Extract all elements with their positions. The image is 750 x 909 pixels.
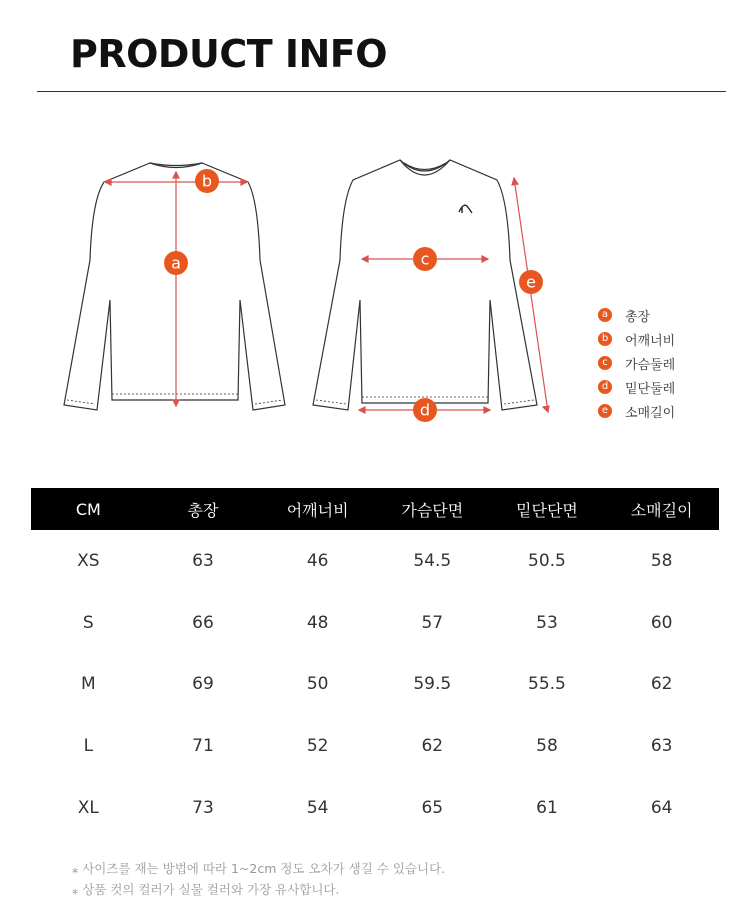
legend-item-d [598,375,675,399]
marker-b-letter: b [201,171,213,191]
asterisk-icon: ⁎ [72,882,83,897]
table-cell: 58 [536,735,558,756]
table-cell: 57 [421,612,444,633]
column-header: 소매길이 [604,488,719,530]
table-cell: M [80,674,96,695]
marker-e-letter: e [526,272,536,292]
size-table [31,488,719,838]
column-header: 가슴단면 [375,488,490,530]
table-cell: 60 [650,612,673,633]
column-header: 어깨너비 [260,488,375,530]
table-cell: 48 [306,612,329,633]
legend-item-a [598,303,675,327]
table-cell: XS [77,550,100,571]
title-divider [37,91,726,92]
table-cell: L [83,735,94,756]
table-cell: XL [77,797,99,818]
table-cell: 50.5 [528,550,566,571]
table-cell: 69 [192,674,214,695]
table-cell: 73 [192,797,214,818]
table-cell: 62 [650,674,673,695]
marker-d-letter: d [419,400,431,420]
marker-e [519,270,543,294]
marker-d [413,398,437,422]
garment-back-view [64,163,285,410]
legend-item-c [598,351,675,375]
table-cell: 55.5 [528,674,566,695]
table-cell: 53 [536,612,558,633]
measure-lines [105,172,549,413]
table-row [31,530,719,592]
table-cell: 59.5 [413,674,452,695]
table-row [31,592,719,654]
table-cell: 61 [536,797,558,818]
legend-item-b [598,327,675,351]
asterisk-icon: ⁎ [72,861,83,876]
garment-front-view [313,160,537,410]
legend-label-c: 가슴둘레 [625,357,676,373]
legend-marker-b: b [598,332,612,346]
table-cell: 64 [650,797,673,818]
table-cell: 52 [306,735,329,756]
size-table-header [31,488,719,530]
table-cell: 62 [421,735,444,756]
table-row [31,777,719,839]
column-header: CM [31,488,146,530]
legend-marker-a: a [598,308,612,322]
size-notes [72,858,445,900]
measure-line-e [514,178,548,412]
brand-logo-icon [459,205,472,213]
legend-item-e [598,399,675,423]
table-cell: 54 [306,797,329,818]
table-cell: 50 [306,674,329,695]
table-cell: 66 [192,612,214,633]
note-item [72,879,445,900]
measurement-legend [598,303,675,423]
legend-label-e: 소매길이 [625,405,676,421]
column-header: 밑단단면 [490,488,605,530]
table-cell: 58 [650,550,673,571]
table-cell: 63 [192,550,214,571]
marker-b [195,169,219,193]
legend-marker-c: c [598,356,612,370]
table-cell: 65 [421,797,444,818]
note-text: 상품 컷의 컬러가 실물 컬러와 가장 유사합니다. [82,882,340,897]
table-cell: 46 [306,550,329,571]
marker-a [164,251,188,275]
marker-c-letter: c [420,249,430,269]
legend-marker-e: e [598,404,612,418]
note-item [72,858,445,879]
marker-c [413,247,437,271]
marker-a-letter: a [171,253,181,273]
table-row [31,653,719,715]
table-row [31,715,719,777]
note-text: 사이즈를 재는 방법에 따라 1~2cm 정도 오차가 생길 수 있습니다. [82,861,446,876]
page-title: PRODUCT INFO [70,32,388,76]
table-cell: 54.5 [413,550,452,571]
legend-label-a: 총장 [625,309,651,325]
legend-label-b: 어깨너비 [625,333,676,349]
column-header: 총장 [146,488,261,530]
table-cell: S [82,612,94,633]
table-cell: 71 [192,735,214,756]
table-cell: 63 [650,735,673,756]
legend-label-d: 밑단둘레 [625,381,676,397]
legend-marker-d: d [598,380,612,394]
